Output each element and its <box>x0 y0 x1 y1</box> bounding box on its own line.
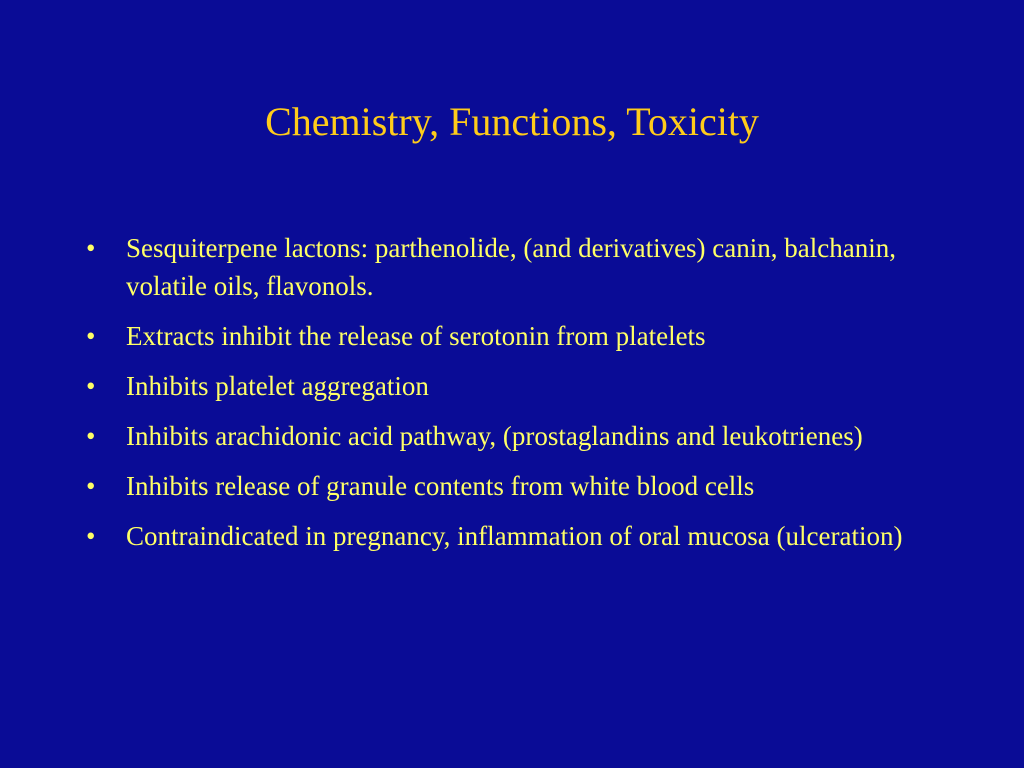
slide-title: Chemistry, Functions, Toxicity <box>265 99 759 144</box>
bullet-item <box>86 317 966 355</box>
bullet-text: Inhibits arachidonic acid pathway, (prostaglandins and leukotrienes) <box>126 421 863 451</box>
bullet-dot-icon: • <box>86 233 96 263</box>
bullet-item <box>86 517 966 555</box>
bullet-dot-icon: • <box>86 471 96 501</box>
bullet-text: Inhibits release of granule contents from white blood cells <box>126 471 755 501</box>
bullet-item <box>86 367 966 405</box>
bullet-item <box>86 467 966 505</box>
bullet-dot-icon: • <box>86 521 96 551</box>
bullet-dot-icon: • <box>86 421 96 451</box>
bullet-text: Contraindicated in pregnancy, inflammation of oral mucosa (ulceration) <box>126 521 903 551</box>
bullet-text: Inhibits platelet aggregation <box>126 371 429 401</box>
bullet-text: Sesquiterpene lactons: parthenolide, (and derivatives) canin, balchanin, volatile oils, flavonols. <box>126 233 896 301</box>
bullet-item <box>86 417 966 455</box>
bullet-list <box>86 229 966 567</box>
bullet-dot-icon: • <box>86 371 96 401</box>
bullet-text: Extracts inhibit the release of serotonin from platelets <box>126 321 706 351</box>
bullet-dot-icon: • <box>86 321 96 351</box>
bullet-item <box>86 229 966 305</box>
